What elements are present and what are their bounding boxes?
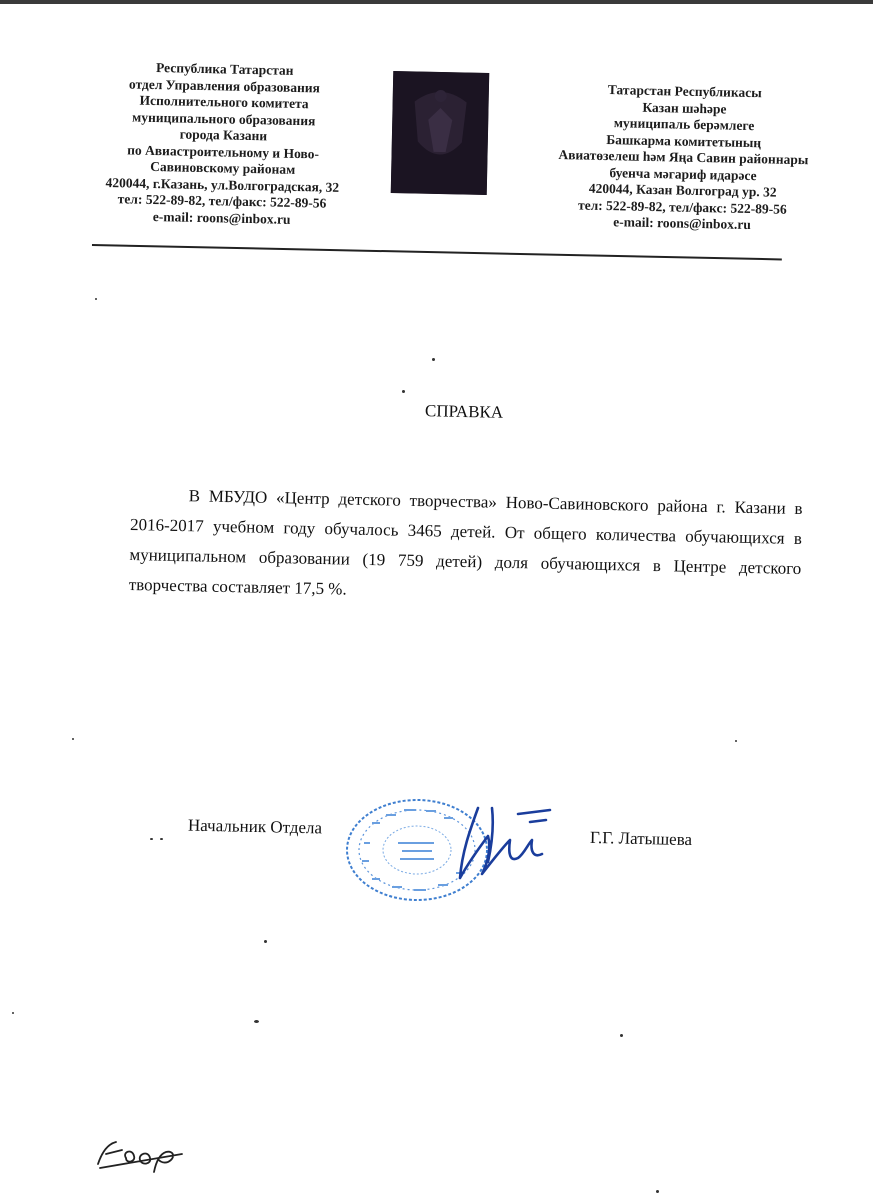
header-right-line: тел: 522-89-82, тел/факс: 522-89-56 [577, 196, 787, 217]
header-right-line: e-mail: roons@inbox.ru [613, 214, 751, 233]
header-right-line: буенча мәгариф идарәсе [609, 164, 757, 183]
header-right-line: Татарстан Республикасы [607, 82, 762, 101]
scan-speck [735, 740, 737, 742]
header-left [57, 58, 390, 230]
header-left-line: e-mail: roons@inbox.ru [152, 208, 291, 227]
header-right-line: муниципаль берәмлеге [613, 115, 755, 134]
scan-speck [95, 298, 97, 300]
signatory-name: Г.Г. Латышева [589, 827, 693, 850]
scan-speck [656, 1190, 659, 1193]
scan-speck [150, 838, 153, 840]
header-left-line: 420044, г.Казань, ул.Волгоградская, 32 [105, 174, 340, 195]
header-divider-line [92, 244, 782, 260]
header-right-line: Казан шәһәре [642, 99, 727, 117]
scan-speck [160, 838, 163, 840]
scan-speck [432, 358, 435, 361]
scan-top-edge [0, 0, 873, 4]
header-right [507, 80, 860, 236]
header-left-line: Савиновскому районам [150, 158, 296, 177]
header-left-line: Исполнительного комитета [139, 92, 309, 112]
header-left-line: отдел Управления образования [128, 75, 321, 95]
header-left-line: тел: 522-89-82, тел/факс: 522-89-56 [117, 191, 327, 211]
signature [448, 800, 558, 885]
scan-speck [402, 390, 405, 393]
coat-of-arms-emblem [391, 71, 490, 195]
scan-speck [12, 1012, 14, 1014]
header-right-line: Башкарма комитетының [606, 131, 762, 150]
handwritten-mark [92, 1128, 187, 1176]
header-left-line: Республика Татарстан [155, 60, 294, 78]
document-title: СПРАВКА [424, 401, 504, 422]
emblem-graphic [391, 71, 490, 195]
document-body: В МБУДО «Центр детского творчества» Ново-Савиновского района г. Казани в 2016-2017 учебном году обучалось 3465 детей. От общего количества обучающихся в муниципальном образовании (19 759 детей) доля обучающихся в Центре детского творчества составляет 17,5 %. [128, 486, 803, 599]
signatory-position: Начальник Отдела [187, 815, 323, 838]
scan-speck [620, 1034, 623, 1037]
scan-speck [264, 940, 267, 943]
header-right-line: 420044, Казан Волгоград ур. 32 [588, 180, 777, 200]
header-left-line: по Авиастроительному и Ново- [127, 141, 320, 161]
header-left-line: муниципального образования [131, 109, 316, 128]
header-right-line: Авиатөзелеш һәм Яңа Савин районнары [558, 147, 809, 168]
header-left-line: города Казани [179, 126, 268, 144]
scan-speck [72, 738, 74, 740]
scan-speck [254, 1020, 259, 1023]
